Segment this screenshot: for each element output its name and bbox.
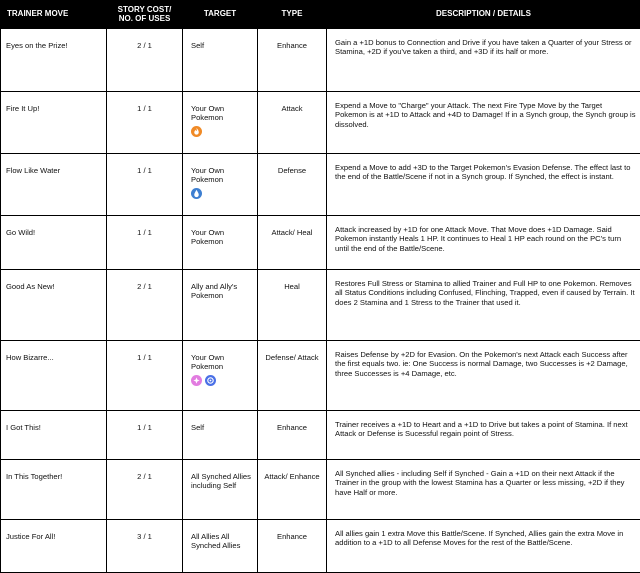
move-target: Ally and Ally's Pokemon [183, 270, 258, 341]
move-description: Expend a Move to "Charge" your Attack. The next Fire Type Move by the Target Pokemon is at +1D to Attack and +4D to Damage! If in a Synch group, the Synch group is dissolved. [327, 92, 640, 154]
move-description: Gain a +1D bonus to Connection and Drive if you have taken a Quarter of your Stress or Stamina, +2D if you've taken a third, and +3D if its half or more. [327, 29, 640, 92]
move-name: Good As New! [1, 270, 107, 341]
move-name: Fire It Up! [1, 92, 107, 154]
move-type: Attack [258, 92, 327, 154]
move-type: Enhance [258, 520, 327, 573]
move-target: Your Own Pokemon [191, 353, 254, 372]
move-type: Defense [258, 154, 327, 216]
fairy-type-icon [191, 375, 202, 386]
move-cost: 3 / 1 [107, 520, 183, 573]
water-type-icon [191, 188, 202, 199]
table-header-row [1, 1, 640, 29]
move-type: Enhance [258, 411, 327, 460]
header-cost-line2: NO. OF USES [110, 15, 179, 24]
header-story-cost [107, 1, 183, 29]
table-row [1, 341, 640, 411]
move-cost: 1 / 1 [107, 216, 183, 270]
move-name: Flow Like Water [1, 154, 107, 216]
psychic-type-icon [205, 375, 216, 386]
table-row [1, 92, 640, 154]
move-name: How Bizarre... [1, 341, 107, 411]
header-cost-line1: STORY COST/ [110, 6, 179, 15]
move-description: Attack increased by +1D for one Attack Move. That Move does +1D Damage. Said Pokemon instantly Heals 1 HP. It continues to Heal 1 HP each round on the PC's turn until the end of the Battle/Scene. [327, 216, 640, 270]
table-row [1, 29, 640, 92]
move-type: Heal [258, 270, 327, 341]
header-target: TARGET [183, 1, 258, 29]
header-description: DESCRIPTION / DETAILS [327, 1, 640, 29]
table-row [1, 520, 640, 573]
move-description: Raises Defense by +2D for Evasion. On the Pokemon's next Attack each Success after the first equals two. ie: One Success is normal Damage, two Successes is +2 Damage, three Successes is +4 Damage, etc. [327, 341, 640, 411]
move-target-cell [183, 154, 258, 216]
move-cost: 2 / 1 [107, 29, 183, 92]
table-row [1, 270, 640, 341]
header-type: TYPE [258, 1, 327, 29]
move-cost: 2 / 1 [107, 460, 183, 520]
move-description: Restores Full Stress or Stamina to allied Trainer and Full HP to one Pokemon. Removes all Status Conditions including Confused, Flinching, Trapped, even if caused by Terrain. It does 2 Stamina and 1 Stress to the Trainer that used it. [327, 270, 640, 341]
move-cost: 2 / 1 [107, 270, 183, 341]
move-type: Attack/ Heal [258, 216, 327, 270]
move-target: Self [183, 411, 258, 460]
table-row [1, 154, 640, 216]
move-name: I Got This! [1, 411, 107, 460]
move-type: Defense/ Attack [258, 341, 327, 411]
move-target: Your Own Pokemon [183, 216, 258, 270]
table-row [1, 216, 640, 270]
move-description: Trainer receives a +1D to Heart and a +1D to Drive but takes a point of Stamina. If next Attack or Defense is Sucessful regain point of Stress. [327, 411, 640, 460]
move-name: Eyes on the Prize! [1, 29, 107, 92]
move-name: Justice For All! [1, 520, 107, 573]
move-target: Your Own Pokemon [191, 104, 254, 123]
table-row [1, 460, 640, 520]
move-target-cell [183, 341, 258, 411]
header-trainer-move: TRAINER MOVE [1, 1, 107, 29]
move-target-cell [183, 92, 258, 154]
table-row [1, 411, 640, 460]
move-name: In This Together! [1, 460, 107, 520]
move-description: All allies gain 1 extra Move this Battle/Scene. If Synched, Allies gain the extra Move in addition to a +1D to all Defense Moves for the rest of the Battle/Scene. [327, 520, 640, 573]
move-type: Attack/ Enhance [258, 460, 327, 520]
move-description: Expend a Move to add +3D to the Target Pokemon's Evasion Defense. The effect last to the end of the Battle/Scene if not in a Synch group. If Synched, the effect is instant. [327, 154, 640, 216]
move-target: Your Own Pokemon [191, 166, 254, 185]
fire-type-icon [191, 126, 202, 137]
move-cost: 1 / 1 [107, 92, 183, 154]
move-name: Go Wild! [1, 216, 107, 270]
move-cost: 1 / 1 [107, 341, 183, 411]
move-target: All Allies All Synched Allies [183, 520, 258, 573]
move-target: All Synched Allies including Self [183, 460, 258, 520]
move-cost: 1 / 1 [107, 154, 183, 216]
move-description: All Synched allies - including Self if Synched - Gain a +1D on their next Attack if the Trainer in the group with the lowest Stamina has a Quarter or less missing, +2D if they have Half or more. [327, 460, 640, 520]
move-target: Self [183, 29, 258, 92]
move-type: Enhance [258, 29, 327, 92]
move-cost: 1 / 1 [107, 411, 183, 460]
